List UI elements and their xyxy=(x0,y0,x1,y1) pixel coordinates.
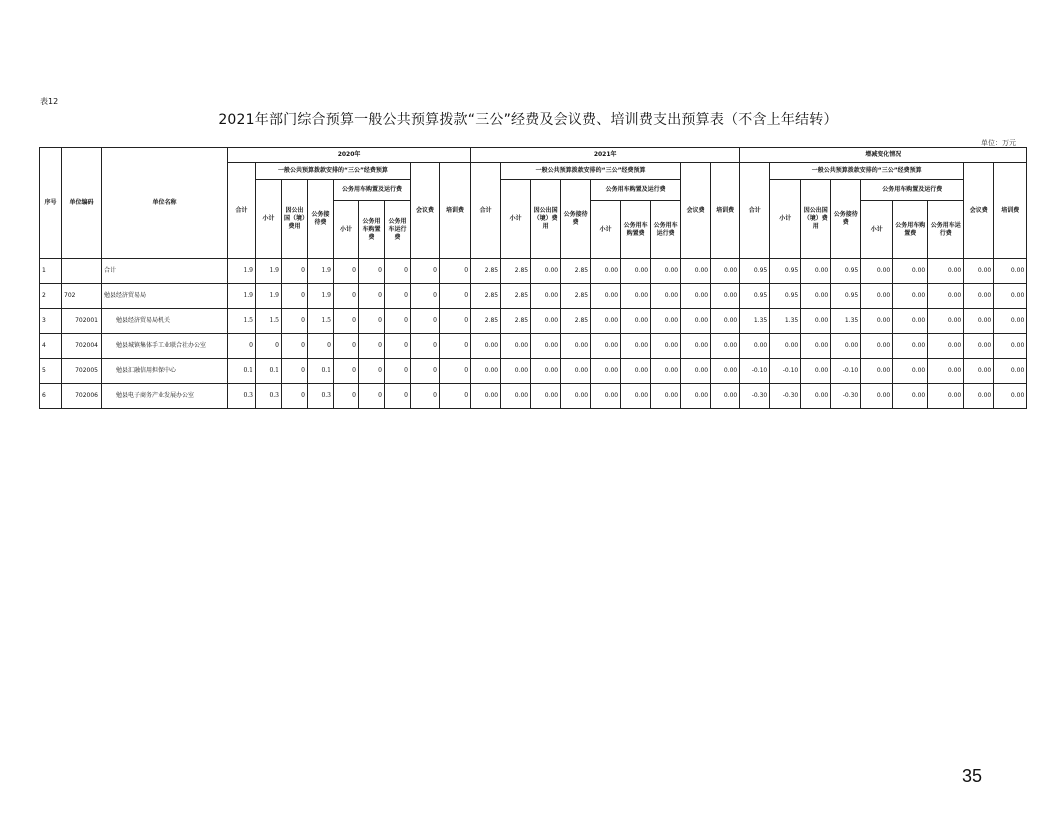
header-training-change: 培训费 xyxy=(994,163,1027,259)
cell-2021: 0.00 xyxy=(621,359,651,384)
cell-2020: 0.3 xyxy=(228,384,256,409)
cell-2021: 2.85 xyxy=(471,284,501,309)
cell-2021: 0.00 xyxy=(591,309,621,334)
header-group-change: 一般公共预算拨款安排的“三公”经费预算 xyxy=(770,163,964,180)
cell-2020: 0 xyxy=(282,359,308,384)
cell-change: 0.00 xyxy=(928,309,964,334)
header-total-2020: 合计 xyxy=(228,163,256,259)
cell-change: 0.00 xyxy=(801,284,831,309)
cell-change: 0.00 xyxy=(831,334,861,359)
header-reception-2020: 公务接待费 xyxy=(308,180,334,259)
header-total-2021: 合计 xyxy=(471,163,501,259)
cell-change: 1.35 xyxy=(831,309,861,334)
cell-2020: 1.9 xyxy=(308,284,334,309)
header-vehicle-sub-2020: 小计 xyxy=(334,201,359,259)
header-purchase-2020: 公务用车购置费 xyxy=(359,201,385,259)
cell-2021: 0.00 xyxy=(531,309,561,334)
cell-2021: 0.00 xyxy=(651,334,681,359)
cell-change: 0.95 xyxy=(831,259,861,284)
cell-2021: 0.00 xyxy=(591,384,621,409)
cell-2020: 0 xyxy=(411,359,440,384)
cell-change: 0.00 xyxy=(964,384,994,409)
cell-2021: 0.00 xyxy=(531,359,561,384)
row-seq: 1 xyxy=(40,259,62,284)
cell-2021: 0.00 xyxy=(531,384,561,409)
cell-2021: 2.85 xyxy=(501,309,531,334)
table-row xyxy=(40,259,1027,284)
cell-2021: 0.00 xyxy=(591,284,621,309)
cell-2021: 0.00 xyxy=(711,309,740,334)
cell-2020: 0 xyxy=(411,284,440,309)
cell-2021: 0.00 xyxy=(531,334,561,359)
row-seq: 4 xyxy=(40,334,62,359)
header-vehicle-group-change: 公务用车购置及运行费 xyxy=(861,180,964,201)
cell-2021: 0.00 xyxy=(561,359,591,384)
header-operation-2021: 公务用车运行费 xyxy=(651,201,681,259)
cell-change: 0.00 xyxy=(893,309,928,334)
cell-2020: 0.3 xyxy=(256,384,282,409)
header-year-2020: 2020年 xyxy=(228,148,471,163)
header-group-2021: 一般公共预算拨款安排的“三公”经费预算 xyxy=(501,163,681,180)
cell-2021: 2.85 xyxy=(501,284,531,309)
header-purchase-2021: 公务用车购置费 xyxy=(621,201,651,259)
cell-change: 0.00 xyxy=(928,334,964,359)
cell-2020: 0 xyxy=(334,284,359,309)
cell-change: 0.00 xyxy=(928,259,964,284)
cell-2021: 0.00 xyxy=(681,359,711,384)
cell-2020: 1.9 xyxy=(256,284,282,309)
row-name: 合计 xyxy=(102,259,228,284)
cell-2021: 0.00 xyxy=(561,334,591,359)
row-name: 勉县电子商务产业发展办公室 xyxy=(102,384,228,409)
cell-change: 0.00 xyxy=(928,359,964,384)
header-vehicle-sub-2021: 小计 xyxy=(591,201,621,259)
header-abroad-change: 因公出国（境）费用 xyxy=(801,180,831,259)
cell-change: 0.00 xyxy=(964,334,994,359)
cell-2020: 1.9 xyxy=(228,259,256,284)
cell-change: 0.00 xyxy=(861,259,893,284)
cell-change: 0.00 xyxy=(801,384,831,409)
cell-2020: 0 xyxy=(282,384,308,409)
cell-change: 0.00 xyxy=(928,384,964,409)
header-operation-2020: 公务用车运行费 xyxy=(385,201,411,259)
unit-note: 单位：万元 xyxy=(981,139,1016,147)
cell-2021: 0.00 xyxy=(471,384,501,409)
header-purchase-change: 公务用车购置费 xyxy=(893,201,928,259)
header-year-2021: 2021年 xyxy=(471,148,740,163)
cell-2020: 0 xyxy=(256,334,282,359)
row-code: 702004 xyxy=(62,334,102,359)
cell-2021: 0.00 xyxy=(651,359,681,384)
cell-2020: 0 xyxy=(385,384,411,409)
cell-change: 0.00 xyxy=(994,334,1027,359)
cell-change: 0.95 xyxy=(740,259,770,284)
cell-change: 0.00 xyxy=(964,259,994,284)
cell-2020: 0 xyxy=(440,359,471,384)
header-training-2020: 培训费 xyxy=(440,163,471,259)
cell-2020: 0 xyxy=(385,309,411,334)
cell-2021: 0.00 xyxy=(681,284,711,309)
cell-2020: 0 xyxy=(282,334,308,359)
cell-2021: 0.00 xyxy=(681,309,711,334)
cell-2020: 0 xyxy=(440,384,471,409)
row-code: 702006 xyxy=(62,384,102,409)
cell-2020: 0 xyxy=(334,334,359,359)
cell-2021: 0.00 xyxy=(651,309,681,334)
table-header xyxy=(40,148,1027,259)
row-name: 勉县城镇集体手工业联合社办公室 xyxy=(102,334,228,359)
cell-change: 0.00 xyxy=(861,309,893,334)
cell-2020: 0 xyxy=(282,259,308,284)
document-title: 2021年部门综合预算一般公共预算拨款“三公”经费及会议费、培训费支出预算表（不含上年结转） xyxy=(218,112,838,128)
header-total-change: 合计 xyxy=(740,163,770,259)
cell-2020: 0 xyxy=(334,384,359,409)
table-row xyxy=(40,284,1027,309)
header-code: 单位编码 xyxy=(62,148,102,259)
cell-2020: 0 xyxy=(308,334,334,359)
row-seq: 6 xyxy=(40,384,62,409)
header-subtotal-change: 小计 xyxy=(770,180,801,259)
cell-change: 0.00 xyxy=(893,259,928,284)
cell-2020: 1.5 xyxy=(256,309,282,334)
cell-change: 0.00 xyxy=(801,334,831,359)
header-change: 增减变化情况 xyxy=(740,148,1027,163)
cell-2021: 0.00 xyxy=(651,259,681,284)
header-abroad-2020: 因公出国（境）费用 xyxy=(282,180,308,259)
cell-2021: 0.00 xyxy=(471,359,501,384)
cell-change: -0.30 xyxy=(831,384,861,409)
cell-2021: 0.00 xyxy=(711,284,740,309)
cell-2021: 0.00 xyxy=(531,259,561,284)
cell-change: -0.30 xyxy=(770,384,801,409)
cell-change: 1.35 xyxy=(770,309,801,334)
cell-2020: 0 xyxy=(411,309,440,334)
table-label: 表12 xyxy=(40,97,59,106)
cell-change: 0.00 xyxy=(964,309,994,334)
row-code: 702005 xyxy=(62,359,102,384)
row-name: 勉县经济贸易局机关 xyxy=(102,309,228,334)
cell-2020: 0 xyxy=(359,384,385,409)
cell-2020: 0 xyxy=(440,309,471,334)
cell-2020: 0 xyxy=(228,334,256,359)
cell-2021: 0.00 xyxy=(591,334,621,359)
cell-2021: 0.00 xyxy=(471,334,501,359)
cell-change: 0.00 xyxy=(994,259,1027,284)
row-code xyxy=(62,259,102,284)
header-seq: 序号 xyxy=(40,148,62,259)
cell-2021: 2.85 xyxy=(471,259,501,284)
cell-2021: 0.00 xyxy=(531,284,561,309)
cell-2021: 0.00 xyxy=(711,259,740,284)
cell-2020: 0.3 xyxy=(308,384,334,409)
cell-2021: 0.00 xyxy=(591,359,621,384)
cell-change: 0.00 xyxy=(893,284,928,309)
cell-change: -0.10 xyxy=(831,359,861,384)
cell-2021: 2.85 xyxy=(471,309,501,334)
cell-2020: 0 xyxy=(282,309,308,334)
header-subtotal-2021: 小计 xyxy=(501,180,531,259)
cell-2021: 0.00 xyxy=(711,384,740,409)
cell-change: 0.00 xyxy=(861,359,893,384)
cell-2020: 0 xyxy=(411,259,440,284)
budget-table xyxy=(39,147,1027,409)
cell-2021: 0.00 xyxy=(681,334,711,359)
cell-change: 0.00 xyxy=(994,284,1027,309)
cell-2021: 0.00 xyxy=(711,359,740,384)
cell-change: 0.00 xyxy=(893,384,928,409)
header-reception-2021: 公务接待费 xyxy=(561,180,591,259)
cell-change: 0.00 xyxy=(770,334,801,359)
cell-2021: 0.00 xyxy=(501,359,531,384)
cell-2021: 0.00 xyxy=(621,384,651,409)
table-row xyxy=(40,309,1027,334)
cell-change: 1.35 xyxy=(740,309,770,334)
header-training-2021: 培训费 xyxy=(711,163,740,259)
cell-change: 0.95 xyxy=(770,259,801,284)
cell-change: 0.95 xyxy=(740,284,770,309)
cell-2020: 1.9 xyxy=(308,259,334,284)
cell-change: 0.00 xyxy=(994,359,1027,384)
cell-2020: 0 xyxy=(411,384,440,409)
cell-2020: 0 xyxy=(359,309,385,334)
cell-2021: 0.00 xyxy=(621,309,651,334)
cell-change: 0.95 xyxy=(831,284,861,309)
cell-2021: 0.00 xyxy=(651,284,681,309)
cell-change: -0.10 xyxy=(740,359,770,384)
header-meeting-change: 会议费 xyxy=(964,163,994,259)
cell-change: 0.00 xyxy=(893,334,928,359)
row-code: 702001 xyxy=(62,309,102,334)
cell-2020: 1.9 xyxy=(256,259,282,284)
table-row xyxy=(40,359,1027,384)
page-number: 35 xyxy=(961,766,982,786)
cell-change: 0.00 xyxy=(964,284,994,309)
cell-2020: 0 xyxy=(359,284,385,309)
table-body xyxy=(40,259,1027,409)
row-seq: 2 xyxy=(40,284,62,309)
cell-2021: 0.00 xyxy=(681,384,711,409)
cell-2021: 0.00 xyxy=(501,334,531,359)
row-seq: 3 xyxy=(40,309,62,334)
header-vehicle-sub-change: 小计 xyxy=(861,201,893,259)
header-vehicle-group-2020: 公务用车购置及运行费 xyxy=(334,180,411,201)
cell-change: 0.00 xyxy=(861,384,893,409)
cell-change: -0.10 xyxy=(770,359,801,384)
header-meeting-2021: 会议费 xyxy=(681,163,711,259)
cell-change: 0.00 xyxy=(994,309,1027,334)
cell-2021: 2.85 xyxy=(561,309,591,334)
cell-2021: 2.85 xyxy=(561,284,591,309)
cell-2021: 0.00 xyxy=(621,259,651,284)
cell-change: 0.00 xyxy=(801,359,831,384)
header-meeting-2020: 会议费 xyxy=(411,163,440,259)
cell-2021: 0.00 xyxy=(591,259,621,284)
cell-change: 0.00 xyxy=(861,284,893,309)
row-name: 勉县经济贸易局 xyxy=(102,284,228,309)
cell-2021: 0.00 xyxy=(561,384,591,409)
cell-change: 0.00 xyxy=(861,334,893,359)
cell-2021: 2.85 xyxy=(501,259,531,284)
cell-2020: 0 xyxy=(334,259,359,284)
header-group-2020: 一般公共预算拨款安排的“三公”经费预算 xyxy=(256,163,411,180)
cell-2020: 0 xyxy=(440,284,471,309)
cell-2020: 0 xyxy=(411,334,440,359)
cell-2020: 0 xyxy=(282,284,308,309)
header-reception-change: 公务接待费 xyxy=(831,180,861,259)
row-code: 702 xyxy=(62,284,102,309)
cell-2020: 1.5 xyxy=(308,309,334,334)
cell-2020: 0 xyxy=(385,259,411,284)
cell-2021: 2.85 xyxy=(561,259,591,284)
cell-change: 0.00 xyxy=(740,334,770,359)
cell-change: 0.95 xyxy=(770,284,801,309)
cell-2020: 0.1 xyxy=(256,359,282,384)
cell-2021: 0.00 xyxy=(651,384,681,409)
cell-2020: 0 xyxy=(359,334,385,359)
cell-change: -0.30 xyxy=(740,384,770,409)
cell-2020: 1.5 xyxy=(228,309,256,334)
header-subtotal-2020: 小计 xyxy=(256,180,282,259)
row-seq: 5 xyxy=(40,359,62,384)
cell-change: 0.00 xyxy=(994,384,1027,409)
cell-2021: 0.00 xyxy=(621,284,651,309)
row-name: 勉县汇融信用担保中心 xyxy=(102,359,228,384)
cell-2020: 0 xyxy=(440,259,471,284)
cell-2020: 0 xyxy=(334,309,359,334)
cell-2020: 0 xyxy=(385,284,411,309)
cell-2021: 0.00 xyxy=(501,384,531,409)
cell-2020: 0 xyxy=(440,334,471,359)
cell-change: 0.00 xyxy=(964,359,994,384)
cell-change: 0.00 xyxy=(801,309,831,334)
cell-2021: 0.00 xyxy=(621,334,651,359)
table-row xyxy=(40,334,1027,359)
cell-2020: 1.9 xyxy=(228,284,256,309)
cell-2020: 0 xyxy=(334,359,359,384)
header-abroad-2021: 因公出国（境）费用 xyxy=(531,180,561,259)
cell-2020: 0.1 xyxy=(308,359,334,384)
cell-change: 0.00 xyxy=(893,359,928,384)
cell-2020: 0 xyxy=(359,259,385,284)
cell-2021: 0.00 xyxy=(711,334,740,359)
header-operation-change: 公务用车运行费 xyxy=(928,201,964,259)
cell-change: 0.00 xyxy=(801,259,831,284)
cell-change: 0.00 xyxy=(928,284,964,309)
cell-2020: 0.1 xyxy=(228,359,256,384)
header-name: 单位名称 xyxy=(102,148,228,259)
cell-2020: 0 xyxy=(385,334,411,359)
cell-2020: 0 xyxy=(359,359,385,384)
cell-2021: 0.00 xyxy=(681,259,711,284)
cell-2020: 0 xyxy=(385,359,411,384)
table-row xyxy=(40,384,1027,409)
header-vehicle-group-2021: 公务用车购置及运行费 xyxy=(591,180,681,201)
